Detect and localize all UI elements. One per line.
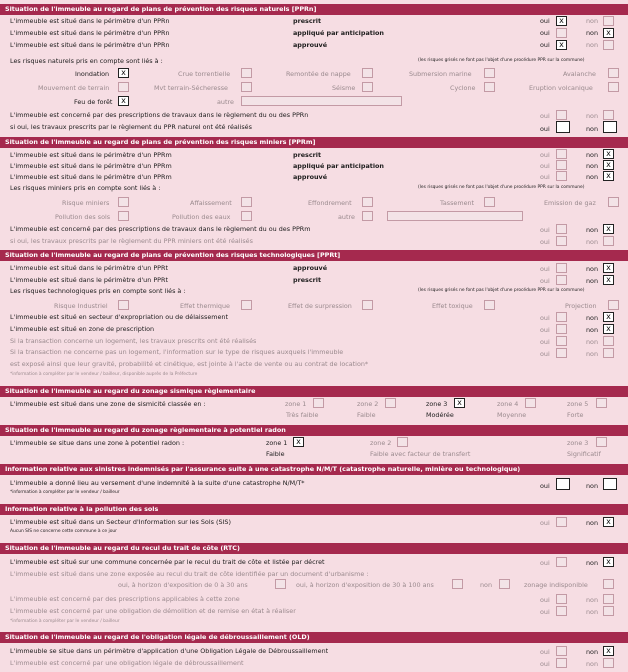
non-label: non: [586, 350, 599, 358]
non-label: non: [586, 314, 599, 322]
risk-eruption-label: Eruption volcanique: [529, 84, 593, 92]
non-label: non: [586, 238, 599, 246]
pprt-prescrit-oui-checkbox[interactable]: [556, 275, 567, 285]
oui-label: oui: [540, 648, 550, 656]
risk-secheresse-label: Mvt terrain-Sécheresse: [154, 84, 228, 92]
risk-projection-label: Projection: [565, 302, 597, 310]
pprt-grey-note: (les risques grisés ne font pas l'objet d'une procédure PPR sur la commune): [418, 288, 585, 293]
risk-cyclone-label: Cyclone: [450, 84, 476, 92]
rtc-commune-oui-checkbox[interactable]: [556, 557, 567, 567]
sismique-zone3-checkbox[interactable]: x: [454, 398, 465, 408]
pollution-non-checkbox[interactable]: x: [603, 517, 614, 527]
section-rtc-header: Situation de l'immeuble au regard du recul du trait de côte (RTC): [0, 543, 628, 554]
pollution-oui-checkbox[interactable]: [556, 517, 567, 527]
sismique-zone2-label: zone 2: [357, 400, 379, 408]
risk-crue-label: Crue torrentielle: [178, 70, 231, 78]
pprm-perimeter-label: L'immeuble est situé dans le périmètre d'un PPRm: [10, 151, 172, 159]
rtc-footnote: *information à compléter par le vendeur / bailleur: [10, 619, 120, 624]
risk-pollution-sols-checkbox[interactable]: [118, 211, 129, 221]
risk-eruption-checkbox[interactable]: [608, 82, 619, 92]
risk-affaissement-label: Affaissement: [190, 199, 232, 207]
sismique-zone4-label: zone 4: [497, 400, 519, 408]
sismique-zone4-checkbox[interactable]: [525, 398, 536, 408]
pprm-prescrit-oui-checkbox[interactable]: [556, 149, 567, 159]
pprn-approuve-non-checkbox[interactable]: [603, 40, 614, 50]
risk-avalanche-label: Avalanche: [563, 70, 596, 78]
non-label: non: [586, 162, 599, 170]
sinistres-non-checkbox[interactable]: [603, 478, 617, 490]
pprt-expropriation-label: L'immeuble est situé en secteur d'expropriation ou de délaissement: [10, 313, 228, 321]
sismique-level5: Forte: [567, 411, 584, 419]
sismique-zone3-label: zone 3: [426, 400, 448, 408]
risk-pollution-eaux-checkbox[interactable]: [241, 211, 252, 221]
pprn-approuve-oui-checkbox[interactable]: x: [556, 40, 567, 50]
non-label: non: [586, 265, 599, 273]
sismique-zone2-checkbox[interactable]: [385, 398, 396, 408]
sismique-zone5-checkbox[interactable]: [596, 398, 607, 408]
old-concerned-label: L'immeuble est concerné par une obligation légale de débroussaillement: [10, 659, 244, 667]
risk-effondrement-label: Effondrement: [308, 199, 352, 207]
non-label: non: [586, 151, 599, 159]
oui-label: oui: [540, 277, 550, 285]
rtc-horizon1-label: oui, à horizon d'exposition de 0 à 30 ans: [118, 581, 248, 589]
pprn-works-oui-checkbox[interactable]: [556, 121, 570, 133]
pprm-works-non-checkbox[interactable]: [603, 236, 614, 246]
risk-mouvement-checkbox[interactable]: [118, 82, 129, 92]
sismique-zone1-label: zone 1: [285, 400, 307, 408]
section-old-header: Situation de l'immeuble au regard de l'obligation légale de débroussaillement (OLD): [0, 632, 628, 643]
risk-autre-m-checkbox[interactable]: [362, 211, 373, 221]
pprt-non-logement-label-2: est exposé ainsi que leur gravité, probabilité et cinétique, est jointe à l'acte de vente ou au contrat de location*: [10, 360, 369, 368]
pprt-prescription-zone-label: L'immeuble est situé en zone de prescription: [10, 325, 155, 333]
risk-feu-label: Feu de forêt: [74, 98, 113, 106]
radon-zone3-checkbox[interactable]: [596, 437, 607, 447]
oui-label: oui: [540, 314, 550, 322]
pprt-logement-oui-checkbox[interactable]: [556, 336, 567, 346]
risk-industriel-label: Risque Industriel: [54, 302, 108, 310]
pprn-grey-note: (les risques grisés ne font pas l'objet d'une procédure PPR sur la commune): [418, 58, 585, 63]
oui-label: oui: [540, 596, 550, 604]
pprn-prescriptions-non-checkbox[interactable]: [603, 110, 614, 120]
risk-mouvement-label: Mouvement de terrain: [38, 84, 110, 92]
pprn-works-non-checkbox[interactable]: [603, 121, 617, 133]
old-concerned-non-checkbox[interactable]: [603, 658, 614, 668]
sismique-level4: Moyenne: [497, 411, 527, 419]
pprt-non-logement-non-checkbox[interactable]: [603, 348, 614, 358]
pprm-risks-intro: Les risques miniers pris en compte sont liés à :: [10, 184, 161, 192]
pprm-prescriptions-non-checkbox[interactable]: x: [603, 224, 614, 234]
pprn-anticipation-label: appliqué par anticipation: [293, 29, 384, 37]
risk-avalanche-checkbox[interactable]: [608, 68, 619, 78]
risk-thermique-checkbox[interactable]: [241, 300, 252, 310]
non-label: non: [586, 112, 599, 120]
non-label: non: [586, 326, 599, 334]
risk-cyclone-checkbox[interactable]: [484, 82, 495, 92]
oui-label: oui: [540, 608, 550, 616]
pprm-perimeter-label: L'immeuble est situé dans le périmètre d'un PPRm: [10, 173, 172, 181]
oui-label: oui: [540, 41, 550, 49]
pprn-prescriptions-oui-checkbox[interactable]: [556, 110, 567, 120]
pprt-approuve-label: approuvé: [293, 264, 328, 272]
pprm-anticipation-label: appliqué par anticipation: [293, 162, 384, 170]
pprt-perimeter-label: L'immeuble est situé dans le périmètre d'un PPRt: [10, 264, 168, 272]
section-pprn-header: Situation de l'immeuble au regard de plans de prévention des risques naturels [PPRn]: [0, 4, 628, 15]
risk-submersion-checkbox[interactable]: [484, 68, 495, 78]
pprm-approuve-oui-checkbox[interactable]: [556, 171, 567, 181]
sismique-level3: Modérée: [426, 411, 454, 419]
sinistres-label: L'immeuble a donné lieu au versement d'une indemnité à la suite d'une catastrophe N/M/T*: [10, 479, 305, 487]
non-label: non: [586, 596, 599, 604]
radon-level1: Faible: [266, 450, 285, 458]
risk-autre-label: autre: [217, 98, 234, 106]
oui-label: oui: [540, 29, 550, 37]
oui-label: oui: [540, 326, 550, 334]
rtc-horizon1-checkbox[interactable]: [275, 579, 286, 589]
non-label: non: [586, 41, 599, 49]
non-label: non: [586, 17, 599, 25]
pprt-non-logement-oui-checkbox[interactable]: [556, 348, 567, 358]
pprt-logement-non-checkbox[interactable]: [603, 336, 614, 346]
rtc-zone-label: L'immeuble est situé dans une zone exposée au recul du trait de côte identifiée par un document d'urbanisme :: [10, 570, 369, 578]
rtc-commune-non-checkbox[interactable]: x: [603, 557, 614, 567]
pprm-prescrit-non-checkbox[interactable]: x: [603, 149, 614, 159]
radon-level2: Faible avec facteur de transfert: [370, 450, 471, 458]
risk-crue-checkbox[interactable]: [241, 68, 252, 78]
pprm-perimeter-label: L'immeuble est situé dans le périmètre d'un PPRm: [10, 162, 172, 170]
oui-label: oui: [540, 173, 550, 181]
section-pprm-header: Situation de l'immeuble au regard de plans de prévention des risques miniers [PPRm]: [0, 137, 628, 148]
rtc-prescriptions-non-checkbox[interactable]: [603, 594, 614, 604]
pprt-prescrit-label: prescrit: [293, 276, 322, 284]
pprn-perimeter-label: L'immeuble est situé dans le périmètre d'un PPRn: [10, 29, 170, 37]
non-label: non: [586, 660, 599, 668]
pollution-label: L'immeuble est situé dans un Secteur d'Information sur les Sols (SIS): [10, 518, 231, 526]
rtc-demolition-label: L'immeuble est concerné par une obligation de démolition et de remise en état à réaliser: [10, 607, 296, 615]
pprt-perimeter-label: L'immeuble est situé dans le périmètre d'un PPRt: [10, 276, 168, 284]
rtc-indisponible-checkbox[interactable]: [603, 579, 614, 589]
risk-feu-checkbox[interactable]: x: [118, 96, 129, 106]
pprn-works-label: si oui, les travaux prescrits par le règlement du PPR naturel ont été réalisés: [10, 123, 252, 131]
rtc-demolition-non-checkbox[interactable]: [603, 606, 614, 616]
oui-label: oui: [540, 112, 550, 120]
rtc-non-label: non: [480, 581, 493, 589]
non-label: non: [586, 338, 599, 346]
risk-affaissement-checkbox[interactable]: [241, 197, 252, 207]
pprt-prescription-zone-non-checkbox[interactable]: x: [603, 324, 614, 334]
radon-zone3-label: zone 3: [567, 439, 589, 447]
oui-label: oui: [540, 125, 550, 133]
pprm-prescriptions-label: L'immeuble est concerné par des prescriptions de travaux dans le règlement du ou des PPRm: [10, 225, 311, 233]
non-label: non: [586, 559, 599, 567]
non-label: non: [586, 29, 599, 37]
sismique-level2: Faible: [357, 411, 376, 419]
oui-label: oui: [540, 350, 550, 358]
pollution-footnote: Aucun SIS ne concerne cette commune à ce jour: [10, 529, 117, 534]
pprm-works-label: si oui, les travaux prescrits par le règlement du PPR miniers ont été réalisés: [10, 237, 253, 245]
risk-industriel-checkbox[interactable]: [118, 300, 129, 310]
radon-level3: Significatif: [567, 450, 601, 458]
risk-miniers-label: Risque miniers: [62, 199, 110, 207]
pprn-anticipation-oui-checkbox[interactable]: [556, 28, 567, 38]
pprm-prescrit-label: prescrit: [293, 151, 322, 159]
non-label: non: [586, 482, 599, 490]
sismique-zone5-label: zone 5: [567, 400, 589, 408]
pprt-non-logement-label: Si la transaction ne concerne pas un logement, l'information sur le type de risques auxquels l'immeuble: [10, 348, 344, 356]
oui-label: oui: [540, 162, 550, 170]
oui-label: oui: [540, 519, 550, 527]
radon-zone1-label: zone 1: [266, 439, 288, 447]
sinistres-oui-checkbox[interactable]: [556, 478, 570, 490]
risk-tassement-checkbox[interactable]: [484, 197, 495, 207]
non-label: non: [586, 608, 599, 616]
risk-surpression-checkbox[interactable]: [362, 300, 373, 310]
non-label: non: [586, 173, 599, 181]
pprt-approuve-non-checkbox[interactable]: x: [603, 263, 614, 273]
risk-autre-m-field[interactable]: [387, 211, 523, 221]
pprt-logement-label: Si la transaction concerne un logement, les travaux prescrits ont été réalisés: [10, 337, 257, 345]
risk-effondrement-checkbox[interactable]: [362, 197, 373, 207]
old-perimeter-oui-checkbox[interactable]: [556, 646, 567, 656]
oui-label: oui: [540, 226, 550, 234]
pprt-expropriation-non-checkbox[interactable]: x: [603, 312, 614, 322]
risk-submersion-label: Submersion marine: [409, 70, 472, 78]
pprn-risks-intro: Les risques naturels pris en compte sont liés à :: [10, 57, 163, 65]
oui-label: oui: [540, 338, 550, 346]
pprn-anticipation-non-checkbox[interactable]: x: [603, 28, 614, 38]
non-label: non: [586, 277, 599, 285]
radon-zone2-label: zone 2: [370, 439, 392, 447]
oui-label: oui: [540, 660, 550, 668]
rtc-commune-label: L'immeuble est situé sur une commune concernée par le recul du trait de côte et listée par décret: [10, 558, 325, 566]
risk-miniers-checkbox[interactable]: [118, 197, 129, 207]
section-sismique-header: Situation de l'immeuble au regard du zonage sismique règlementaire: [0, 386, 628, 397]
pprn-approuve-label: approuvé: [293, 41, 328, 49]
risk-autre-m-label: autre: [338, 213, 355, 221]
pprt-prescription-zone-oui-checkbox[interactable]: [556, 324, 567, 334]
rtc-indisponible-label: zonage indisponible: [524, 581, 588, 589]
risk-toxique-label: Effet toxique: [432, 302, 473, 310]
old-perimeter-non-checkbox[interactable]: x: [603, 646, 614, 656]
risk-seisme-checkbox[interactable]: [362, 82, 373, 92]
pprn-prescriptions-label: L'immeuble est concerné par des prescriptions de travaux dans le règlement du ou des PPRn: [10, 111, 309, 119]
risk-pollution-sols-label: Pollution des sols: [55, 213, 111, 221]
rtc-horizon2-label: oui, à horizon d'exposition de 30 à 100 ans: [296, 581, 434, 589]
risk-pollution-eaux-label: Pollution des eaux: [172, 213, 231, 221]
old-perimeter-label: L'immeuble se situe dans un périmètre d'application d'une Obligation Légale de Débroussaillement: [10, 647, 329, 655]
oui-label: oui: [540, 151, 550, 159]
rtc-prescriptions-oui-checkbox[interactable]: [556, 594, 567, 604]
pprt-expropriation-oui-checkbox[interactable]: [556, 312, 567, 322]
radon-zone1-checkbox[interactable]: x: [293, 437, 304, 447]
pprn-prescrit-oui-checkbox[interactable]: x: [556, 16, 567, 26]
oui-label: oui: [540, 559, 550, 567]
pprm-approuve-label: approuvé: [293, 173, 328, 181]
risk-gaz-checkbox[interactable]: [608, 197, 619, 207]
pprt-prescrit-non-checkbox[interactable]: x: [603, 275, 614, 285]
non-label: non: [586, 648, 599, 656]
rtc-demolition-oui-checkbox[interactable]: [556, 606, 567, 616]
pprn-prescrit-label: prescrit: [293, 17, 322, 25]
rtc-non-checkbox[interactable]: [499, 579, 510, 589]
risk-inondation-label: Inondation: [75, 70, 110, 78]
risk-toxique-checkbox[interactable]: [484, 300, 495, 310]
risk-tassement-label: Tassement: [440, 199, 475, 207]
risk-nappe-checkbox[interactable]: [362, 68, 373, 78]
risk-gaz-label: Emission de gaz: [544, 199, 596, 207]
oui-label: oui: [540, 17, 550, 25]
pprn-prescrit-non-checkbox[interactable]: [603, 16, 614, 26]
oui-label: oui: [540, 238, 550, 246]
pprm-prescriptions-oui-checkbox[interactable]: [556, 224, 567, 234]
pprm-anticipation-oui-checkbox[interactable]: [556, 160, 567, 170]
risk-autre-field[interactable]: [241, 96, 402, 106]
pprm-grey-note: (les risques grisés ne font pas l'objet d'une procédure PPR sur la commune): [418, 185, 585, 190]
sismique-label: L'immeuble est situé dans une zone de sismicité classée en :: [10, 400, 206, 408]
pprt-risks-intro: Les risques technologiques pris en compte sont liés à :: [10, 287, 186, 295]
section-sinistres-header: Information relative aux sinistres indemnisés par l'assurance suite à une catastrophe N/M/T (catastrophe naturelle, minière ou technologique): [0, 464, 628, 475]
non-label: non: [586, 519, 599, 527]
pprt-approuve-oui-checkbox[interactable]: [556, 263, 567, 273]
section-pollution-header: Information relative à la pollution des sols: [0, 504, 628, 515]
pprm-anticipation-non-checkbox[interactable]: x: [603, 160, 614, 170]
pprt-footnote: *information à compléter par le vendeur / bailleur, disponible auprès de la Préfecture: [10, 372, 198, 377]
sismique-zone1-checkbox[interactable]: [313, 398, 324, 408]
oui-label: oui: [540, 482, 550, 490]
pprn-perimeter-label: L'immeuble est situé dans le périmètre d'un PPRn: [10, 17, 170, 25]
section-radon-header: Situation de l'immeuble au regard du zonage règlementaire à potentiel radon: [0, 425, 628, 436]
non-label: non: [586, 125, 599, 133]
risk-surpression-label: Effet de surpression: [288, 302, 352, 310]
risk-seisme-label: Séisme: [332, 84, 356, 92]
sinistres-footnote: *information à compléter par le vendeur / bailleur: [10, 490, 120, 495]
pprn-perimeter-label: L'immeuble est situé dans le périmètre d'un PPRn: [10, 41, 170, 49]
sismique-level1: Très faible: [286, 411, 319, 419]
risk-thermique-label: Effet thermique: [180, 302, 230, 310]
risk-nappe-label: Remontée de nappe: [286, 70, 351, 78]
section-pprt-header: Situation de l'immeuble au regard de plans de prévention des risques technologiques [PPRt]: [0, 250, 628, 261]
rtc-prescriptions-label: L'immeuble est concerné par des prescriptions applicables à cette zone: [10, 595, 240, 603]
oui-label: oui: [540, 265, 550, 273]
pprm-works-oui-checkbox[interactable]: [556, 236, 567, 246]
pprm-approuve-non-checkbox[interactable]: x: [603, 171, 614, 181]
radon-label: L'immeuble se situe dans une zone à potentiel radon :: [10, 439, 185, 447]
old-concerned-oui-checkbox[interactable]: [556, 658, 567, 668]
risk-secheresse-checkbox[interactable]: [241, 82, 252, 92]
risk-inondation-checkbox[interactable]: x: [118, 68, 129, 78]
non-label: non: [586, 226, 599, 234]
radon-zone2-checkbox[interactable]: [397, 437, 408, 447]
rtc-horizon2-checkbox[interactable]: [452, 579, 463, 589]
risk-projection-checkbox[interactable]: [608, 300, 619, 310]
